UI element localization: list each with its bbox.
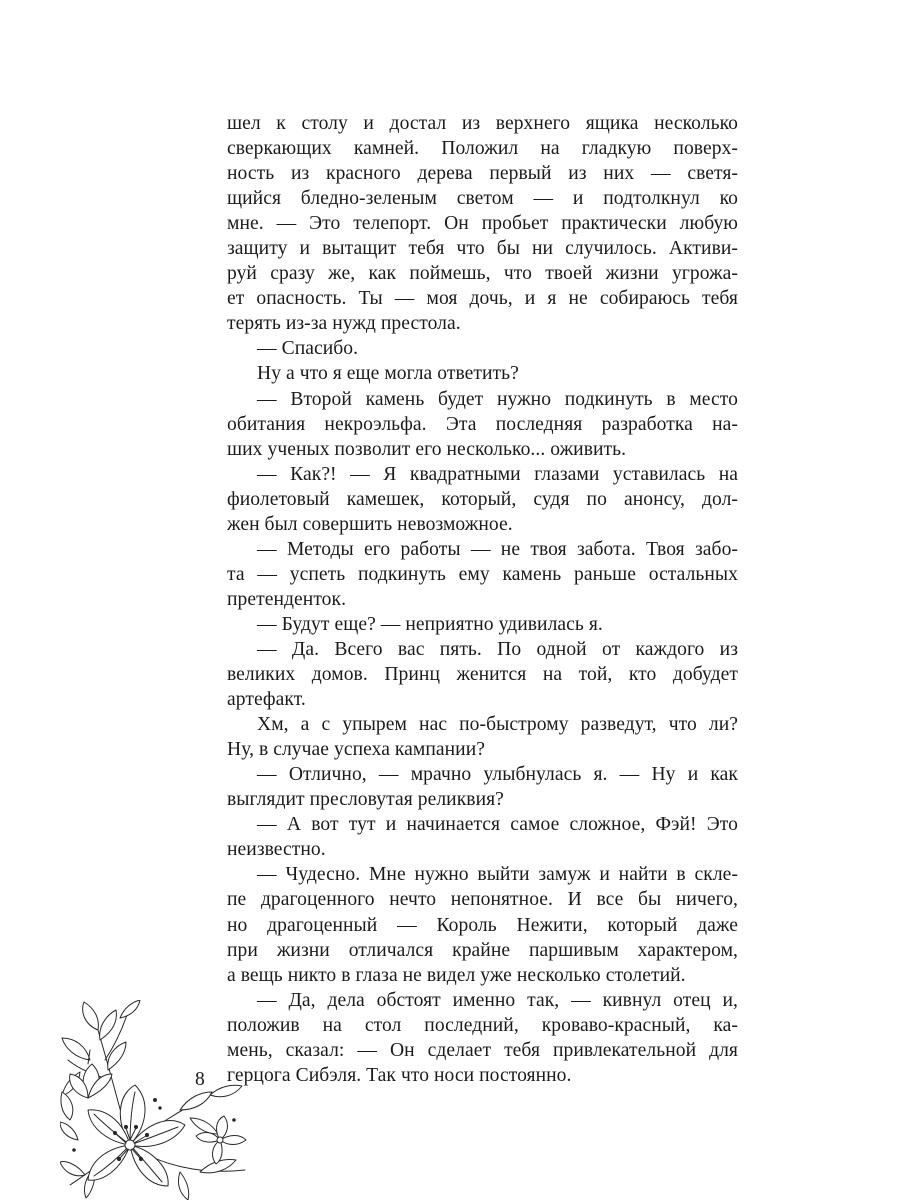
text-line: Ну а что я еще могла ответить? xyxy=(257,363,519,385)
text-line: — Как?! — Я квадратными глазами уставилась на xyxy=(257,463,738,485)
floral-ornament-icon xyxy=(60,1000,250,1200)
text-line: а вещь никто в глаза не видел уже несколько столетий. xyxy=(227,964,686,986)
text-line: ность из красного дерева первый из них — светя- xyxy=(227,163,738,185)
text-line: шел к столу и достал из верхнего ящика несколько xyxy=(227,113,738,134)
text-line: — Отлично, — мрачно улыбнулась я. — Ну и как xyxy=(257,764,738,786)
text-line: щийся бледно-зеленым светом — и подтолкнул ко xyxy=(227,188,738,210)
text-line: Хм, а с упырем нас по-быстрому разведут, что ли? xyxy=(257,714,738,736)
text-line: сверкающих камней. Положил на гладкую поверх- xyxy=(227,138,738,160)
text-line: положив на стол последний, кроваво-красный, ка- xyxy=(227,1014,738,1036)
text-line: мень, сказал: — Он сделает тебя привлекательной для xyxy=(227,1039,738,1061)
text-line: но драгоценный — Король Нежити, который даже xyxy=(227,914,738,936)
text-line: — Будут еще? — неприятно удивилась я. xyxy=(257,613,603,635)
text-line: выглядит пресловутая реликвия? xyxy=(227,789,504,811)
text-line: — Методы его работы — не твоя забота. Твоя забо- xyxy=(257,538,738,560)
text-line: артефакт. xyxy=(227,689,306,711)
text-line: фиолетовый камешек, который, судя по анонсу, дол- xyxy=(227,488,738,510)
text-line: ет опасность. Ты — моя дочь, и я не собираюсь тебя xyxy=(227,288,738,310)
text-line: жен был совершить невозможное. xyxy=(227,513,513,535)
text-line: герцога Сибэля. Так что носи постоянно. xyxy=(227,1064,572,1086)
text-line: — Да. Всего вас пять. По одной от каждого из xyxy=(257,638,738,660)
text-line: — А вот тут и начинается самое сложное, Фэй! Это xyxy=(257,814,738,836)
page-number: 8 xyxy=(195,1069,205,1090)
text-line: пе драгоценного нечто непонятное. И все бы ничего, xyxy=(227,889,738,911)
text-line: терять из-за нужд престола. xyxy=(227,313,461,335)
text-line: руй сразу же, как поймешь, что твоей жизни угрожа- xyxy=(227,263,738,285)
page-body-text xyxy=(227,111,738,1088)
text-line: мне. — Это телепорт. Он пробьет практически любую xyxy=(227,213,738,235)
text-line: — Спасибо. xyxy=(257,338,359,360)
text-line: — Второй камень будет нужно подкинуть в место xyxy=(257,388,738,410)
text-line: — Да, дела обстоят именно так, — кивнул отец и, xyxy=(257,989,738,1011)
text-line: великих домов. Принц женится на той, кто добудет xyxy=(227,664,738,686)
text-line: ших ученых позволит его несколько... оживить. xyxy=(227,438,627,460)
text-line: неизвестно. xyxy=(227,839,326,861)
text-line: Ну, в случае успеха кампании? xyxy=(227,739,486,761)
text-line: претенденток. xyxy=(227,588,347,610)
text-line: — Чудесно. Мне нужно выйти замуж и найти в скле- xyxy=(257,864,738,886)
text-line: при жизни отличался крайне паршивым характером, xyxy=(227,939,738,961)
text-line: защиту и вытащит тебя что бы ни случилось. Активи- xyxy=(227,238,738,260)
text-line: та — успеть подкинуть ему камень раньше остальных xyxy=(227,563,738,585)
text-line: обитания некроэльфа. Эта последняя разработка на- xyxy=(227,413,738,435)
